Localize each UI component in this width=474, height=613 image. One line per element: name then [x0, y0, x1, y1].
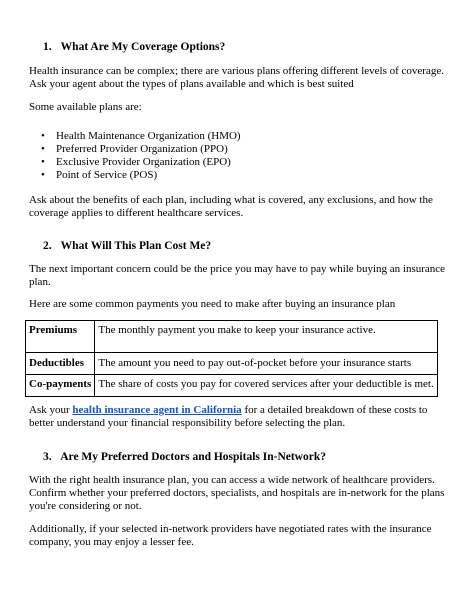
agent-suffix: for a detailed breakdown of these costs to: [241, 404, 428, 416]
section-2-number: 2.: [43, 240, 52, 252]
section-3-para-2-line-2: company, you may enjoy a lesser fee.: [29, 536, 194, 548]
section-1-heading: [43, 41, 225, 54]
section-3-para-1-line-3: you're considering or not.: [29, 500, 142, 512]
section-3-paragraph-1: [29, 474, 449, 513]
table-row: [26, 321, 438, 353]
plans-lead: Some available plans are:: [29, 101, 142, 113]
section-1-intro-line-2: Ask your agent about the types of plans available and which is best suited: [29, 78, 354, 90]
section-1-intro: [29, 65, 449, 91]
bullet-icon: •: [41, 156, 45, 168]
list-item: [29, 143, 241, 156]
section-2-intro-line-1: The next important concern could be the price you may have to pay while buying an insurance: [29, 263, 446, 275]
section-1-outro: [29, 194, 449, 220]
cost-term: Co-payments: [26, 375, 95, 397]
table-row: [26, 375, 438, 397]
section-3-heading: [43, 451, 326, 464]
section-3-paragraph-2: [29, 523, 449, 549]
list-item: [29, 156, 241, 169]
agent-line-1: [29, 404, 449, 417]
plan-label: Point of Service (POS): [56, 169, 158, 181]
agent-link[interactable]: health insurance agent in California: [72, 404, 242, 416]
agent-line-2: better understand your financial responsibility before selecting the plan.: [29, 417, 346, 429]
plans-list: [29, 130, 241, 182]
plan-label: Exclusive Provider Organization (EPO): [56, 156, 231, 168]
plan-label: Health Maintenance Organization (HMO): [56, 130, 241, 142]
section-1-outro-line-1: Ask about the benefits of each plan, including what is covered, any exclusions, and how the: [29, 194, 433, 206]
list-item: [29, 169, 241, 182]
plan-label: Preferred Provider Organization (PPO): [56, 143, 228, 155]
payments-lead: Here are some common payments you need to make after buying an insurance plan: [29, 298, 396, 310]
cost-term: Deductibles: [26, 353, 95, 375]
bullet-icon: •: [41, 143, 45, 155]
section-2-heading: [43, 240, 211, 253]
costs-table: [25, 320, 438, 397]
section-2-intro-line-2: plan.: [29, 276, 51, 288]
cost-description: The amount you need to pay out-of-pocket before your insurance starts: [95, 353, 437, 375]
table-row: [26, 353, 438, 375]
bullet-icon: •: [41, 130, 45, 142]
section-1-intro-line-1: Health insurance can be complex; there are various plans offering different levels of coverage.: [29, 65, 444, 77]
section-2-title: What Will This Plan Cost Me?: [60, 240, 212, 252]
section-1-outro-line-2: coverage applies to different healthcare services.: [29, 207, 244, 219]
bullet-icon: •: [41, 169, 45, 181]
section-3-number: 3.: [43, 451, 52, 463]
cost-term: Premiums: [26, 321, 95, 353]
section-3-title: Are My Preferred Doctors and Hospitals In-Network?: [60, 451, 326, 463]
agent-prefix: Ask your: [29, 404, 73, 416]
section-2-intro: [29, 263, 449, 289]
section-1-title: What Are My Coverage Options?: [60, 41, 226, 53]
section-1-number: 1.: [43, 41, 52, 53]
cost-description: The monthly payment you make to keep your insurance active.: [95, 321, 437, 353]
list-item: [29, 130, 241, 143]
section-3-para-1-line-2: Confirm whether your preferred doctors, specialists, and hospitals are in-network for the plans: [29, 487, 445, 499]
section-3-para-1-line-1: With the right health insurance plan, you can access a wide network of healthcare providers.: [29, 474, 435, 486]
agent-paragraph: [29, 404, 449, 430]
section-3-para-2-line-1: Additionally, if your selected in-network providers have negotiated rates with the insurance: [29, 523, 432, 535]
cost-description: The share of costs you pay for covered services after your deductible is met.: [95, 375, 437, 397]
